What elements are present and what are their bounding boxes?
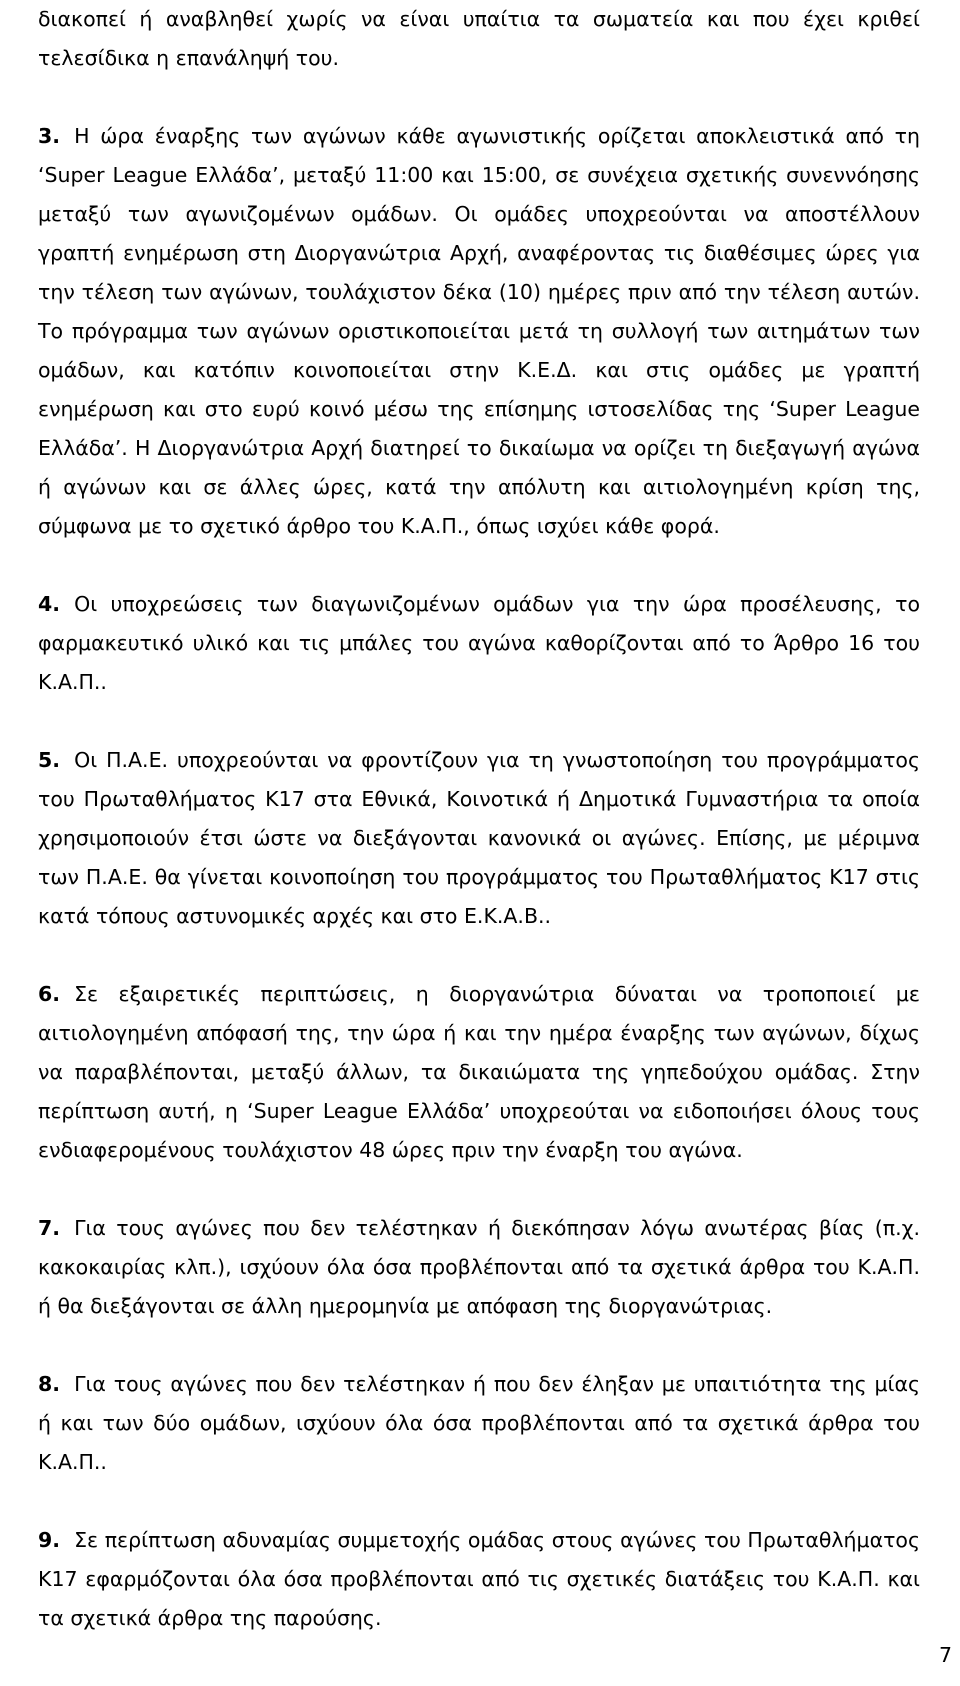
item-text: Σε εξαιρετικές περιπτώσεις, η διοργανώτρια δύναται να τροποποιεί με αιτιολογημένη απόφασή της, την ώρα ή και την ημέρα έναρξης των αγώνων, δίχως να παραβλέπονται, μεταξύ άλλων, τα δικαιώματα της γηπεδούχου ομάδας. Στην περίπτωση αυτή, η ‘Super League Ελλάδα’ υποχρεούται να ειδοποιήσει όλους τους ενδιαφερομένους τουλάχιστον 48 ώρες πριν την έναρξη του αγώνα. — [38, 982, 920, 1162]
intro-paragraph: διακοπεί ή αναβληθεί χωρίς να είναι υπαίτια τα σωματεία και που έχει κριθεί τελεσίδικα η επανάληψή του. — [38, 7, 920, 70]
item-number: 8. — [38, 1372, 61, 1396]
list-item-9 — [38, 1521, 920, 1638]
item-text: Για τους αγώνες που δεν τελέστηκαν ή διεκόπησαν λόγω ανωτέρας βίας (π.χ. κακοκαιρίας κλπ.), ισχύουν όλα όσα προβλέπονται από τα σχετικά άρθρα του Κ.Α.Π. ή θα διεξάγονται σε άλλη ημερομηνία με απόφαση της διοργανώτριας. — [38, 1216, 920, 1318]
item-text: Για τους αγώνες που δεν τελέστηκαν ή που δεν έληξαν με υπαιτιότητα της μίας ή και των δύο ομάδων, ισχύουν όλα όσα προβλέπονται από τα σχετικά άρθρα του Κ.Α.Π.. — [38, 1372, 920, 1474]
list-item-3 — [38, 117, 920, 546]
item-number: 3. — [38, 124, 61, 148]
list-item-8 — [38, 1365, 920, 1482]
item-number: 9. — [38, 1528, 61, 1552]
page-number: 7 — [938, 1643, 952, 1667]
item-text: Οι Π.Α.Ε. υποχρεούνται να φροντίζουν για τη γνωστοποίηση του προγράμματος του Πρωταθλήματος Κ17 στα Εθνικά, Κοινοτικά ή Δημοτικά Γυμναστήρια τα οποία χρησιμοποιούν έτσι ώστε να διεξάγονται κανονικά οι αγώνες. Επίσης, με μέριμνα των Π.Α.Ε. θα γίνεται κοινοποίηση του προγράμματος του Πρωταθλήματος Κ17 στις κατά τόπους αστυνομικές αρχές και στο Ε.Κ.Α.Β.. — [38, 748, 920, 928]
document-page — [38, 0, 920, 1638]
item-text: Σε περίπτωση αδυναμίας συμμετοχής ομάδας στους αγώνες του Πρωταθλήματος Κ17 εφαρμόζονται όλα όσα προβλέπονται από τις σχετικές διατάξεις του Κ.Α.Π. και τα σχετικά άρθρα της παρούσης. — [38, 1528, 920, 1630]
item-number: 5. — [38, 748, 61, 772]
list-item-7 — [38, 1209, 920, 1326]
list-item-5 — [38, 741, 920, 936]
item-number: 7. — [38, 1216, 61, 1240]
item-text: Η ώρα έναρξης των αγώνων κάθε αγωνιστικής ορίζεται αποκλειστικά από τη ‘Super League Ελλάδα’, μεταξύ 11:00 και 15:00, σε συνέχεια σχετικής συνεννόησης μεταξύ των αγωνιζομένων ομάδων. Οι ομάδες υποχρεούνται να αποστέλλουν γραπτή ενημέρωση στη Διοργανώτρια Αρχή, αναφέροντας τις διαθέσιμες ώρες για την τέλεση των αγώνων, τουλάχιστον δέκα (10) ημέρες πριν από την τέλεση αυτών. Το πρόγραμμα των αγώνων οριστικοποιείται μετά τη συλλογή των αιτημάτων των ομάδων, και κατόπιν κοινοποιείται στην Κ.Ε.Δ. και στις ομάδες με γραπτή ενημέρωση και στο ευρύ κοινό μέσω της επίσημης ιστοσελίδας της ‘Super League Ελλάδα’. Η Διοργανώτρια Αρχή διατηρεί το δικαίωμα να ορίζει τη διεξαγωγή αγώνα ή αγώνων και σε άλλες ώρες, κατά την απόλυτη και αιτιολογημένη κρίση της, σύμφωνα με το σχετικό άρθρο του Κ.Α.Π., όπως ισχύει κάθε φορά. — [38, 124, 920, 538]
item-number: 4. — [38, 592, 61, 616]
item-number: 6. — [38, 982, 61, 1006]
list-item-4 — [38, 585, 920, 702]
item-text: Οι υποχρεώσεις των διαγωνιζομένων ομάδων για την ώρα προσέλευσης, το φαρμακευτικό υλικό και τις μπάλες του αγώνα καθορίζονται από το Άρθρο 16 του Κ.Α.Π.. — [38, 592, 920, 694]
list-item-6 — [38, 975, 920, 1170]
